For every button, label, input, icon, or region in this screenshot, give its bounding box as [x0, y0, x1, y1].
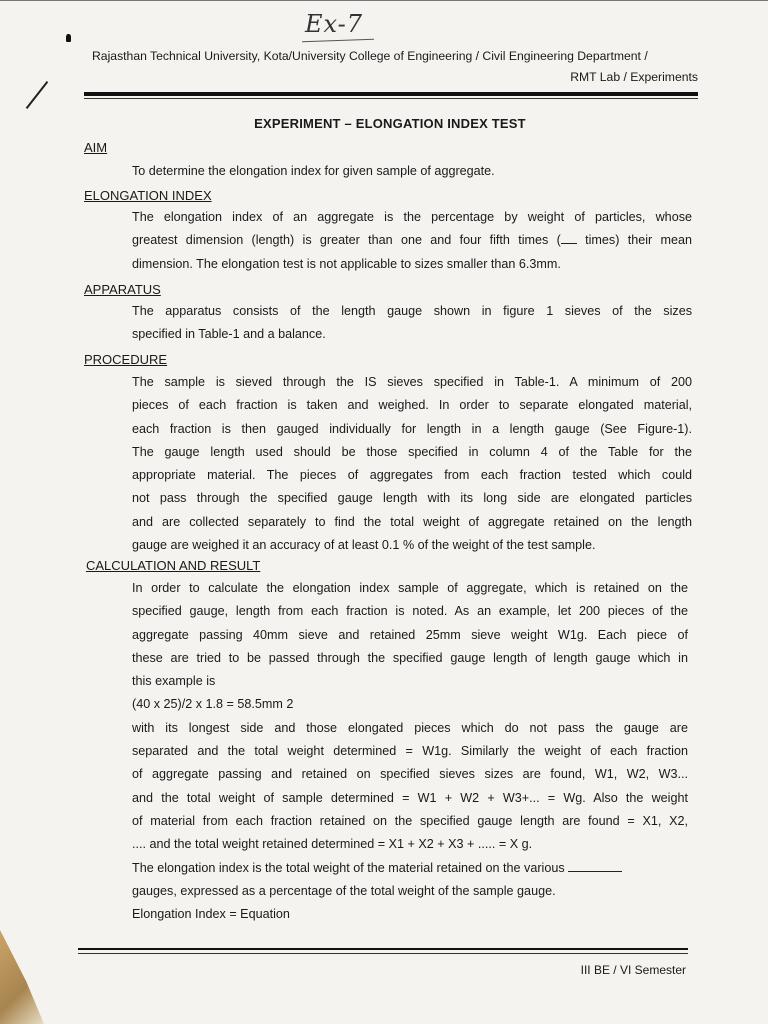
text-line: appropriate material. The pieces of aggregates from each fraction tested which could	[132, 468, 692, 483]
text-line: pieces of each fraction is taken and weighed. In order to separate elongated material,	[132, 398, 692, 413]
procedure-paragraph	[132, 371, 692, 557]
fill-in-blank	[568, 861, 622, 872]
footer-rule	[78, 948, 688, 950]
text-line: gauge are weighed it an accuracy of at least 0.1 % of the weight of the test sample.	[132, 538, 596, 553]
text-line: dimension. The elongation test is not applicable to sizes smaller than 6.3mm.	[132, 256, 561, 271]
text-line: of material from each fraction retained on the specified gauge length are found = X1, X2,	[132, 813, 688, 828]
fill-in-blank	[561, 233, 577, 244]
heading-procedure: PROCEDURE	[84, 352, 168, 367]
apparatus-paragraph	[132, 300, 692, 347]
text-line: separated and the total weight determined = W1g. Similarly the weight of each fraction	[132, 744, 688, 759]
text-segment: The elongation index is the total weight of the material retained on the various	[132, 860, 565, 875]
text-line: these are tried to be passed through the specified gauge length of length gauge which in	[132, 650, 688, 665]
heading-elongation-index: ELONGATION INDEX	[84, 188, 212, 203]
header-rule	[84, 92, 698, 96]
elongation-index-paragraph	[132, 206, 692, 276]
footer-semester: III BE / VI Semester	[580, 963, 686, 977]
text-line: and are collected separately to find the total weight of aggregate retained on the length	[132, 514, 692, 529]
text-line: this example is	[132, 674, 216, 689]
text-line: not pass through the specified gauge length with its long side are elongated particles	[132, 491, 692, 506]
header-rule-thin	[84, 98, 698, 99]
scan-edge	[0, 0, 768, 7]
text-line: aggregate passing 40mm sieve and retained 25mm sieve weight W1g. Each piece of	[132, 627, 688, 642]
heading-calculation: CALCULATION AND RESULT	[86, 558, 261, 573]
text-line: of aggregate passing and retained on specified sieves sizes are found, W1, W2, W3...	[132, 767, 688, 782]
aim-paragraph	[132, 160, 692, 183]
text-line: To determine the elongation index for given sample of aggregate.	[132, 164, 495, 178]
footer-rule-thin	[78, 953, 688, 954]
pen-stroke	[26, 81, 49, 109]
text-line: Elongation Index = Equation	[132, 907, 290, 922]
calculation-paragraph	[132, 577, 688, 926]
heading-aim: AIM	[84, 140, 108, 155]
handwritten-underline	[302, 39, 374, 43]
text-segment: times) their mean	[576, 233, 692, 248]
text-line-with-blank	[132, 229, 692, 252]
text-line: each fraction is then gauged individually for length in a length gauge (See Figure-1).	[132, 421, 692, 436]
text-line: and the total weight of sample determined = W1 + W2 + W3+... = Wg. Also the weight	[132, 790, 688, 805]
ink-mark	[66, 34, 71, 42]
text-line: with its longest side and those elongated pieces which do not pass the gauge are	[132, 720, 688, 735]
text-line: The apparatus consists of the length gauge shown in figure 1 sieves of the sizes	[132, 304, 692, 318]
text-line: .... and the total weight retained determined = X1 + X2 + X3 + ..... = X g.	[132, 837, 533, 852]
formula-line: (40 x 25)/2 x 1.8 = 58.5mm 2	[132, 697, 294, 712]
page-corner-shadow	[0, 930, 44, 1024]
text-line: specified gauge, length from each fraction is noted. As an example, let 200 pieces of the	[132, 604, 688, 619]
text-segment: greatest dimension (length) is greater than one and four fifth times (	[132, 233, 561, 248]
text-line: In order to calculate the elongation index sample of aggregate, which is retained on the	[132, 581, 688, 595]
header-institution: Rajasthan Technical University, Kota/University College of Engineering / Civil Engineering Department /	[92, 49, 648, 63]
header-lab: RMT Lab / Experiments	[570, 70, 698, 84]
text-line: gauges, expressed as a percentage of the total weight of the sample gauge.	[132, 883, 556, 898]
text-line: The elongation index of an aggregate is the percentage by weight of particles, whose	[132, 210, 692, 224]
heading-apparatus: APPARATUS	[84, 282, 161, 297]
page-title: EXPERIMENT – ELONGATION INDEX TEST	[254, 116, 526, 131]
text-line: The sample is sieved through the IS sieves specified in Table-1. A minimum of 200	[132, 375, 692, 389]
text-line: specified in Table-1 and a balance.	[132, 327, 326, 342]
text-line: The gauge length used should be those specified in column 4 of the Table for the	[132, 444, 692, 459]
text-line-with-blank	[132, 857, 688, 880]
handwritten-note: Ex-7	[305, 10, 364, 38]
